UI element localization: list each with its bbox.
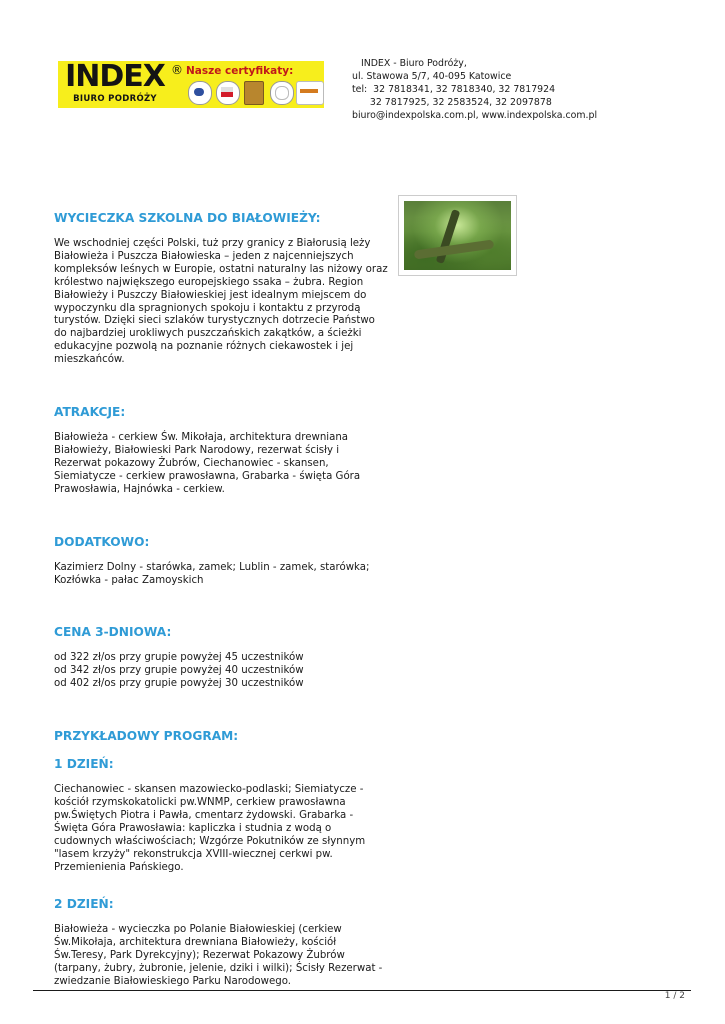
footer-divider xyxy=(33,990,691,991)
certificates-label: Nasze certyfikaty: xyxy=(186,65,294,77)
registered-mark: ® xyxy=(171,63,183,77)
contact-address: ul. Stawowa 5/7, 40-095 Katowice xyxy=(352,71,512,82)
day2-title: 2 DZIEŃ: xyxy=(54,897,114,912)
logo-subtitle: BIURO PODRÓŻY xyxy=(73,94,157,104)
page-number: 1 / 2 xyxy=(664,991,685,1001)
logo-index-text: INDEX xyxy=(65,61,165,94)
certificate-badge-icon xyxy=(244,81,264,105)
attractions-title: ATRAKCJE: xyxy=(54,405,126,420)
price-title: CENA 3-DNIOWA: xyxy=(54,625,172,640)
certificate-badge-icon xyxy=(188,81,212,105)
day1-body: Ciechanowiec - skansen mazowiecko-podlaski; Siemiatycze - kościół rzymskokatolicki pw.WNMP, cerkiew prawosławna pw.Świętych Piotra i Pawła, cmentarz żydowski. Grabarka - Święta Góra Prawosławia: kapliczka i studnia z wodą o cudownych właściwościach; Wzgórze Pokutników ze słynnym "lasem krzyży" rekonstrukcja XVIII-wiecznej cerkwi pw. Przemienienia Pańskiego. xyxy=(54,784,366,873)
logo-brand xyxy=(61,62,169,106)
certificate-badge-icon xyxy=(296,81,324,105)
forest-photo-frame xyxy=(398,195,517,276)
intro-title: WYCIECZKA SZKOLNA DO BIAŁOWIEŻY: xyxy=(54,211,321,225)
extra-title: DODATKOWO: xyxy=(54,534,150,549)
program-title: PRZYKŁADOWY PROGRAM: xyxy=(54,729,239,744)
attractions-body: Białowieża - cerkiew Św. Mikołaja, architektura drewniana Białowieży, Białowieski Park Narodowy, rezerwat ścisły i Rezerwat pokazowy Żubrów, Ciechanowiec - skansen, Siemiatycze - cerkiew prawosławna, Grabarka - święta Góra Prawosławia, Hajnówka - cerkiew. xyxy=(54,432,361,495)
day2-body: Białowieża - wycieczka po Polanie Białowieskiej (cerkiew Św.Mikołaja, architektura drewniana Białowieży, kościół Św.Teresy, Park Dyrekcyjny); Rezerwat Pokazowy Żubrów (tarpany, żubry, żubronie, jelenie, dziki i wilki); Ścisły Rezerwat - zwiedzanie Białowieskiego Parku Narodowego. xyxy=(54,924,383,988)
certificate-badge-icon xyxy=(216,81,240,105)
day1-title: 1 DZIEŃ: xyxy=(54,757,114,772)
forest-photo xyxy=(404,201,511,270)
contact-phone-cont: 32 7817925, 32 2583524, 32 2097878 xyxy=(352,97,552,108)
certificate-badge-icon xyxy=(270,81,294,105)
contact-phone: tel: 32 7818341, 32 7818340, 32 7817924 xyxy=(352,84,556,95)
contact-line: INDEX - Biuro Podróży, xyxy=(352,58,467,69)
price-line: od 342 zł/os przy grupie powyżej 40 uczestników xyxy=(54,665,304,677)
contact-email-web[interactable]: biuro@indexpolska.com.pl, www.indexpolska.com.pl xyxy=(352,110,598,121)
document-content xyxy=(54,210,389,989)
extra-body: Kazimierz Dolny - starówka, zamek; Lublin - zamek, starówka; Kozłówka - pałac Zamoyskich xyxy=(54,561,370,586)
price-line: od 402 zł/os przy grupie powyżej 30 uczestników xyxy=(54,678,304,690)
intro-body: We wschodniej części Polski, tuż przy granicy z Białorusią leży Białowieża i Puszcza Białowieska – jeden z najcenniejszych kompleksów leśnych w Europie, ostatni naturalny las niżowy oraz królestwo największego europejskiego ssaka – żubra. Region Białowieży i Puszczy Białowieskiej jest idealnym miejscem do wypoczynku dla spragnionych spokoju i kontaktu z przyrodą turystów. Dzięki sieci szlaków turystycznych dotrzecie Państwo do najbardziej urokliwych puszczańskich zakątków, a ścieżki edukacyjne pozwolą na poznanie różnych ciekawostek i jej mieszkańców. xyxy=(54,238,388,366)
contact-block xyxy=(352,57,597,122)
company-logo xyxy=(58,61,324,108)
price-line: od 322 zł/os przy grupie powyżej 45 uczestników xyxy=(54,652,304,664)
